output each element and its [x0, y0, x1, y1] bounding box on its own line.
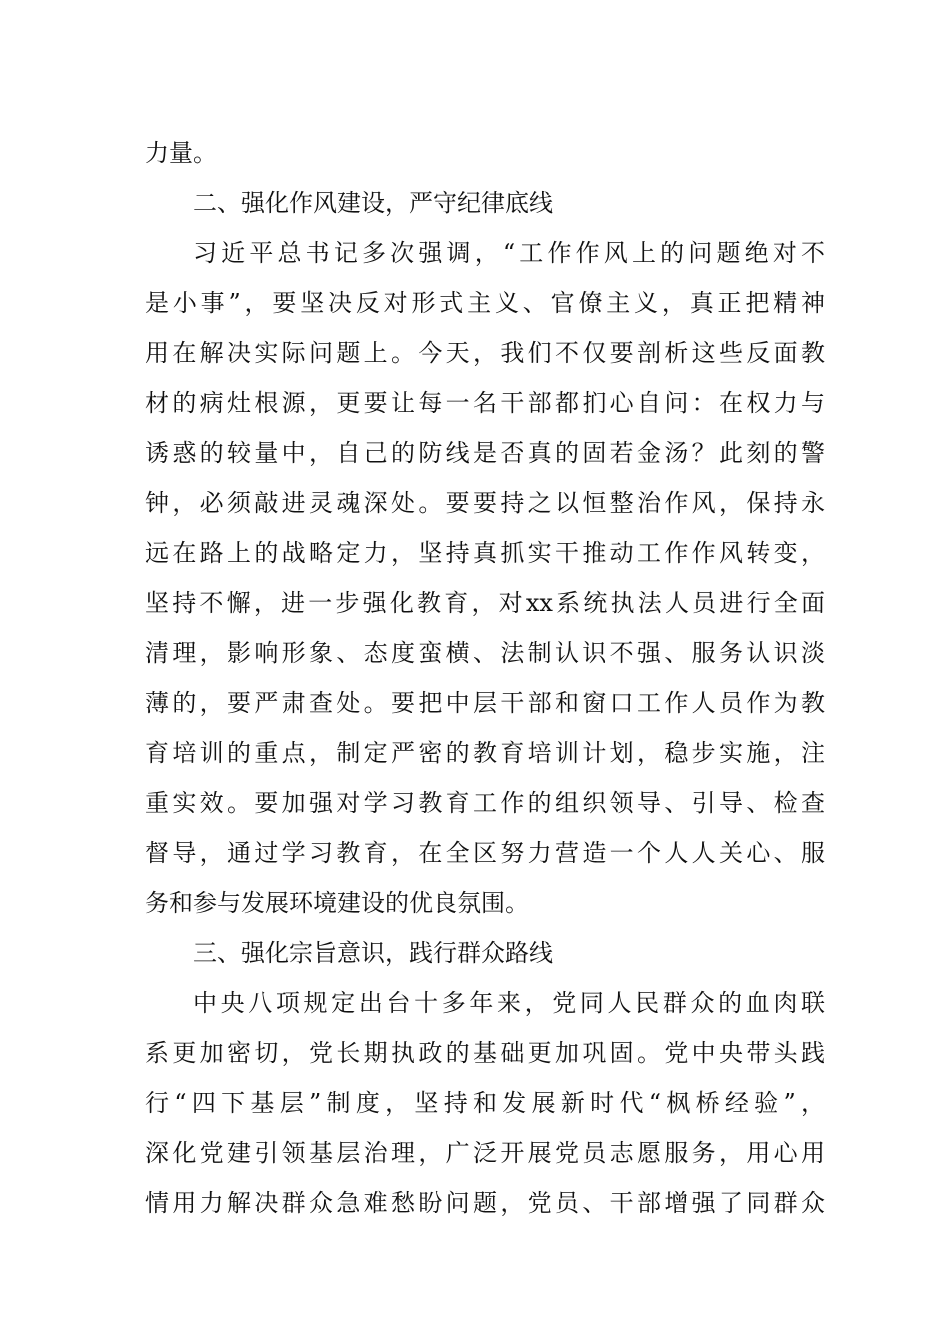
- text-line-7: 诱惑的较量中，自己的防线是否真的固若金汤？此刻的警: [145, 439, 825, 467]
- section-heading-2: 二、强化作风建设，严守纪律底线: [193, 189, 553, 217]
- text-line-22: 情用力解决群众急难愁盼问题，党员、干部增强了同群众: [145, 1189, 825, 1217]
- text-line-11: 清理，影响形象、态度蛮横、法制认识不强、服务认识淡: [145, 639, 825, 667]
- text-line-5: 用在解决实际问题上。今天，我们不仅要剖析这些反面教: [145, 339, 825, 367]
- section-heading-3: 三、强化宗旨意识，践行群众路线: [193, 939, 553, 967]
- text-line-1: 力量。: [145, 139, 217, 167]
- paragraph-start-line-2: 中央八项规定出台十多年来，党同人民群众的血肉联: [193, 989, 825, 1017]
- text-line-14: 重实效。要加强对学习教育工作的组织领导、引导、检查: [145, 789, 825, 817]
- text-line-4: 是小事”，要坚决反对形式主义、官僚主义，真正把精神: [145, 289, 825, 317]
- paragraph-start-line: 习近平总书记多次强调，“工作作风上的问题绝对不: [193, 239, 825, 267]
- text-line-12: 薄的，要严肃查处。要把中层干部和窗口工作人员作为教: [145, 689, 825, 717]
- text-line-20: 行“四下基层”制度，坚持和发展新时代“枫桥经验”，: [145, 1089, 825, 1117]
- text-line-21: 深化党建引领基层治理，广泛开展党员志愿服务，用心用: [145, 1139, 825, 1167]
- text-line-13: 育培训的重点，制定严密的教育培训计划，稳步实施，注: [145, 739, 825, 767]
- paragraph-end-line: 务和参与发展环境建设的优良氛围。: [145, 889, 529, 917]
- text-line-15: 督导，通过学习教育，在全区努力营造一个人人关心、服: [145, 839, 825, 867]
- text-line-6: 材的病灶根源，更要让每一名干部都扪心自问：在权力与: [145, 389, 825, 417]
- text-line-19: 系更加密切，党长期执政的基础更加巩固。党中央带头践: [145, 1039, 825, 1067]
- text-line-8: 钟，必须敲进灵魂深处。要要持之以恒整治作风，保持永: [145, 489, 825, 517]
- text-line-9: 远在路上的战略定力，坚持真抓实干推动工作作风转变，: [145, 539, 825, 567]
- text-line-10: 坚持不懈，进一步强化教育，对xx系统执法人员进行全面: [145, 589, 825, 617]
